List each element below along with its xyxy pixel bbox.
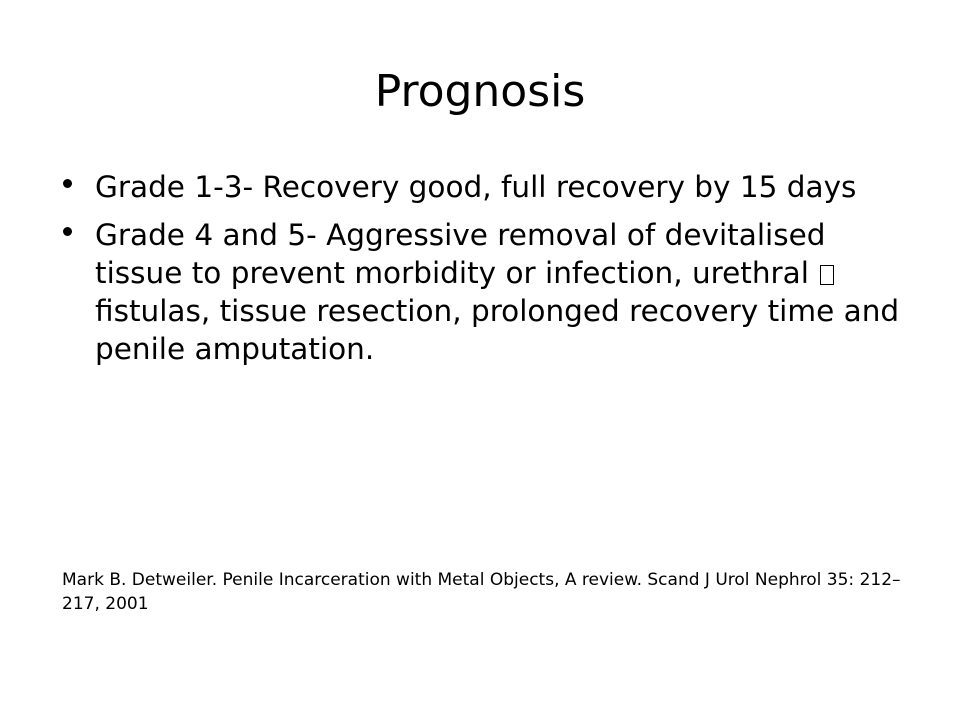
missing-glyph-icon <box>820 265 834 285</box>
slide-title: Prognosis <box>374 66 586 117</box>
bullet-list <box>60 168 920 378</box>
bullet-item-1 <box>60 168 920 206</box>
bullet-text-1: Grade 1-3- Recovery good, full recovery by 15 days <box>95 170 857 204</box>
bullet-text-2b: fistulas, tissue resection, prolonged recovery time and penile amputation. <box>95 294 900 366</box>
bullet-dot-icon <box>63 179 72 188</box>
bullet-dot-icon <box>63 227 72 236</box>
bullet-item-2 <box>60 216 920 368</box>
citation: Mark B. Detweiler. Penile Incarceration with Metal Objects, A review. Scand J Urol Nephrol 35: 212–217, 2001 <box>62 570 901 614</box>
bullet-text-2a: Grade 4 and 5- Aggressive removal of devitalised tissue to prevent morbidity or infection, urethral <box>95 218 826 290</box>
